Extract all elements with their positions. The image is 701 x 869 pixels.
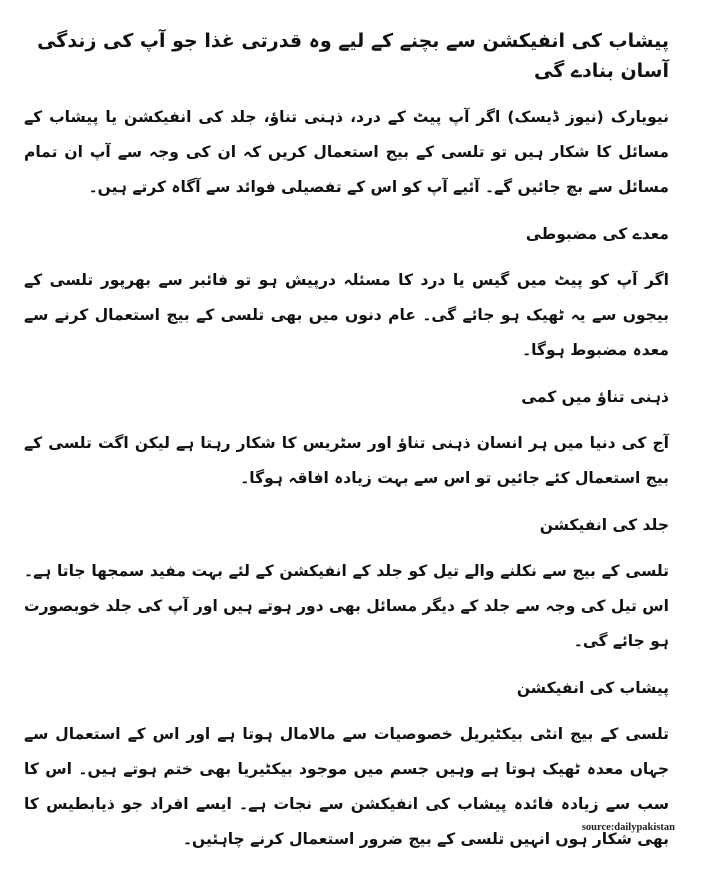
source-credit: source:dailypakistan	[581, 822, 675, 833]
article	[24, 26, 669, 857]
section-heading-urinary: پیشاب کی انفیکشن	[516, 679, 669, 697]
section-body-stomach: اگر آپ کو پیٹ میں گیس یا درد کا مسئلہ درپیش ہو تو فائبر سے بھرپور تلسی کے بیجوں سے یہ ٹھیک ہو جائے گی۔ عام دنوں میں بھی تلسی کے بیج استعمال کرنے سے معدہ مضبوط ہوگا۔	[24, 271, 669, 359]
section-heading-stomach: معدے کی مضبوطی	[525, 225, 669, 243]
section-heading-skin: جلد کی انفیکشن	[539, 516, 669, 534]
section-body-stress: آج کی دنیا میں ہر انسان ذہنی تناؤ اور سٹریس کا شکار رہتا ہے لیکن اگت تلسی کے بیج استعمال کئے جائیں تو اس سے بہت زیادہ افاقہ ہوگا۔	[24, 434, 669, 487]
section-body-urinary: تلسی کے بیج انٹی بیکٹیریل خصوصیات سے مالامال ہوتا ہے اور اس کے استعمال سے جہاں معدہ ٹھیک ہوتا ہے وہیں جسم میں موجود بیکٹیریا بھی ختم ہوتے ہیں۔ اس کا سب سے زیادہ فائدہ پیشاب کی انفیکشن سے نجات ہے۔ ایسے افراد جو ذیابطیس کا بھی شکار ہوں انہیں تلسی کے بیج ضرور استعمال کرنے چاہئیں۔	[24, 725, 669, 848]
section-heading-stress: ذہنی تناؤ میں کمی	[521, 388, 669, 406]
section-body-skin: تلسی کے بیج سے نکلنے والے تیل کو جلد کے انفیکشن کے لئے بہت مفید سمجھا جاتا ہے۔ اس تیل کی وجہ سے جلد کے دیگر مسائل بھی دور ہوتے ہیں اور آپ کی جلد خوبصورت ہو جائے گی۔	[24, 562, 669, 650]
article-title: پیشاب کی انفیکشن سے بچنے کے لیے وہ قدرتی غذا جو آپ کی زندگی آسان بنادے گی	[37, 30, 669, 82]
intro-paragraph: نیویارک (نیوز ڈیسک) اگر آپ پیٹ کے درد، ذہنی تناؤ، جلد کی انفیکشن یا پیشاب کے مسائل کا شکار ہیں تو تلسی کے بیج استعمال کریں کہ ان کی وجہ سے آپ ان تمام مسائل سے بچ جائیں گے۔ آئیے آپ کو اس کے تفصیلی فوائد سے آگاہ کرتے ہیں۔	[24, 108, 669, 196]
